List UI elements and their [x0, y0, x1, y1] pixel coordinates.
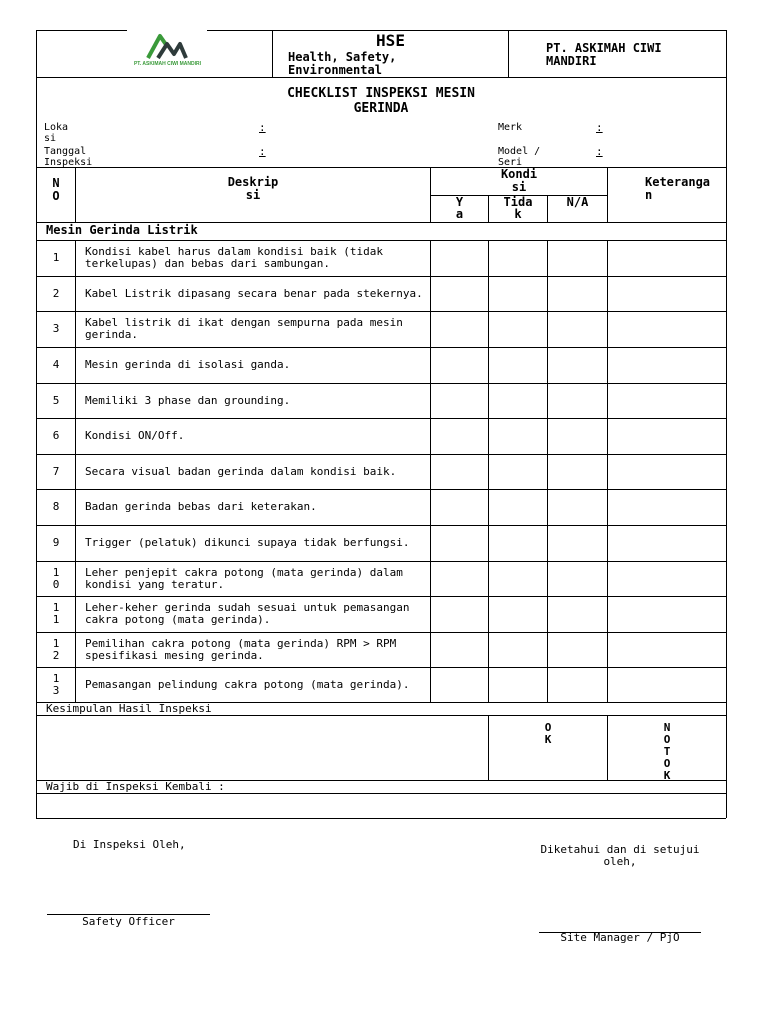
tidak-cell[interactable]: [489, 348, 546, 382]
tidak-cell[interactable]: [489, 277, 546, 310]
na-cell[interactable]: [548, 490, 606, 524]
row-number: 1 0: [52, 565, 60, 591]
merk-label: Merk: [498, 122, 523, 133]
lokasi-label: Loka si: [44, 122, 69, 144]
row-number: 7: [52, 464, 60, 478]
ya-cell[interactable]: [431, 490, 487, 524]
keterangan-cell[interactable]: [608, 419, 725, 453]
tidak-cell[interactable]: [489, 419, 546, 453]
row-description: Kabel Listrik dipasang secara benar pada stekernya.: [85, 286, 423, 300]
row-number: 1 3: [52, 671, 60, 697]
row-description: Kabel listrik di ikat dengan sempurna pada mesin gerinda.: [85, 316, 403, 341]
na-cell[interactable]: [548, 348, 606, 382]
keterangan-cell[interactable]: [608, 633, 725, 666]
na-cell[interactable]: [548, 633, 606, 666]
safety-officer-label: Safety Officer: [82, 915, 175, 928]
row-description: Pemilihan cakra potong (mata gerinda) RPM > RPM spesifikasi mesing gerinda.: [85, 636, 397, 662]
ya-cell[interactable]: [431, 419, 487, 453]
row-number: 1: [52, 251, 60, 264]
tidak-cell[interactable]: [489, 562, 546, 595]
row-number: 1 2: [52, 636, 60, 662]
keterangan-cell[interactable]: [608, 384, 725, 417]
keterangan-cell[interactable]: [608, 241, 725, 275]
keterangan-cell[interactable]: [608, 562, 725, 595]
ya-cell[interactable]: [431, 597, 487, 631]
row-description: Badan gerinda bebas dari keterakan.: [85, 500, 317, 513]
row-number: 4: [52, 358, 60, 371]
model-label: Model / Seri: [498, 146, 541, 168]
tidak-cell[interactable]: [489, 312, 546, 346]
conclusion-ok[interactable]: O K: [544, 721, 552, 746]
tidak-cell[interactable]: [489, 597, 546, 631]
keterangan-cell[interactable]: [608, 668, 725, 701]
ya-cell[interactable]: [431, 312, 487, 346]
row-number: 5: [52, 393, 60, 407]
company-logo: [120, 30, 215, 72]
ya-cell[interactable]: [431, 384, 487, 417]
keterangan-cell[interactable]: [608, 455, 725, 488]
keterangan-cell[interactable]: [608, 490, 725, 524]
row-description: Leher-keher gerinda sudah sesuai untuk pemasangan cakra potong (mata gerinda).: [85, 601, 410, 626]
row-description: Trigger (pelatuk) dikunci supaya tidak berfungsi.: [85, 536, 410, 549]
inspected-by-label: Di Inspeksi Oleh,: [73, 838, 186, 851]
row-description: Secara visual badan gerinda dalam kondisi baik.: [85, 464, 397, 478]
row-number: 8: [52, 500, 60, 513]
row-number: 9: [52, 536, 60, 549]
lokasi-colon[interactable]: :: [259, 121, 266, 134]
row-number: 6: [52, 429, 60, 442]
keterangan-cell[interactable]: [608, 277, 725, 310]
na-cell[interactable]: [548, 384, 606, 417]
na-cell[interactable]: [548, 526, 606, 560]
col-tidak-header: Tida k: [503, 195, 533, 221]
ya-cell[interactable]: [431, 668, 487, 701]
site-manager-label: Site Manager / PjO: [560, 931, 680, 944]
keterangan-cell[interactable]: [608, 348, 725, 382]
merk-colon[interactable]: :: [596, 121, 603, 134]
hse-title: HSE: [376, 31, 405, 50]
tidak-cell[interactable]: [489, 668, 546, 701]
company-logo-icon: [120, 30, 215, 62]
tanggal-label: Tanggal Inspeksi: [44, 146, 93, 168]
ya-cell[interactable]: [431, 526, 487, 560]
tidak-cell[interactable]: [489, 241, 546, 275]
reinspect-label: Wajib di Inspeksi Kembali :: [46, 780, 225, 793]
ya-cell[interactable]: [431, 348, 487, 382]
form-title: CHECKLIST INSPEKSI MESIN GERINDA: [287, 86, 475, 116]
tidak-cell[interactable]: [489, 490, 546, 524]
model-colon[interactable]: :: [596, 145, 603, 158]
company-logo-text: PT. ASKIMAH CIWI MANDIRI: [133, 61, 202, 67]
tidak-cell[interactable]: [489, 455, 546, 488]
conclusion-not-ok[interactable]: N O T O K: [663, 721, 671, 782]
ya-cell[interactable]: [431, 633, 487, 666]
col-desc-header: Deskrip si: [227, 175, 279, 202]
keterangan-cell[interactable]: [608, 597, 725, 631]
ya-cell[interactable]: [431, 241, 487, 275]
row-description: Pemasangan pelindung cakra potong (mata gerinda).: [85, 677, 410, 691]
row-description: Memiliki 3 phase dan grounding.: [85, 393, 291, 407]
col-kondisi-header: Kondi si: [500, 167, 538, 194]
keterangan-cell[interactable]: [608, 526, 725, 560]
company-name: PT. ASKIMAH CIWI MANDIRI: [546, 41, 662, 68]
na-cell[interactable]: [548, 312, 606, 346]
tanggal-colon[interactable]: :: [259, 145, 266, 158]
col-ya-header: Y a: [455, 195, 464, 221]
hse-subtitle: Health, Safety, Environmental: [288, 50, 397, 77]
na-cell[interactable]: [548, 455, 606, 488]
row-number: 1 1: [52, 601, 60, 626]
col-keterangan-header: Keteranga n: [645, 175, 711, 202]
row-description: Kondisi ON/Off.: [85, 429, 185, 442]
section-title: Mesin Gerinda Listrik: [46, 223, 198, 237]
approved-by-label: Diketahui dan di setujui oleh,: [540, 843, 700, 868]
ya-cell[interactable]: [431, 562, 487, 595]
na-cell[interactable]: [548, 562, 606, 595]
na-cell[interactable]: [548, 277, 606, 310]
col-no-header: N O: [52, 176, 60, 203]
keterangan-cell[interactable]: [608, 312, 725, 346]
ya-cell[interactable]: [431, 455, 487, 488]
row-number: 3: [52, 322, 60, 335]
na-cell[interactable]: [548, 597, 606, 631]
na-cell[interactable]: [548, 241, 606, 275]
row-description: Mesin gerinda di isolasi ganda.: [85, 358, 291, 371]
row-number: 2: [52, 286, 60, 300]
row-description: Leher penjepit cakra potong (mata gerinda) dalam kondisi yang teratur.: [85, 565, 403, 591]
col-na-header: N/A: [566, 195, 589, 209]
tidak-cell[interactable]: [489, 384, 546, 417]
row-description: Kondisi kabel harus dalam kondisi baik (tidak terkelupas) dan bebas dari sambungan.: [85, 245, 384, 270]
conclusion-label: Kesimpulan Hasil Inspeksi: [46, 702, 212, 715]
tidak-cell[interactable]: [489, 633, 546, 666]
na-cell[interactable]: [548, 419, 606, 453]
ya-cell[interactable]: [431, 277, 487, 310]
na-cell[interactable]: [548, 668, 606, 701]
tidak-cell[interactable]: [489, 526, 546, 560]
